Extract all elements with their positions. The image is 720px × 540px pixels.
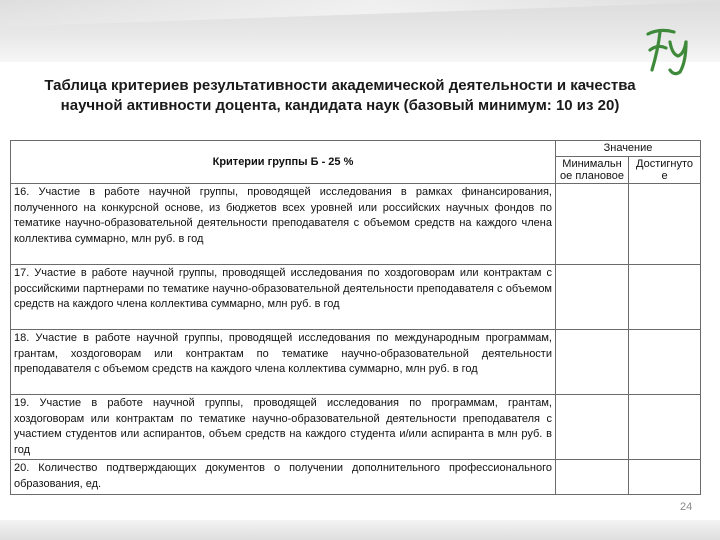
table-row [11, 460, 701, 494]
criterion-16-text: 16. Участие в работе научной группы, проводящей исследования в рамках финансирования, полученного на конкурсной основе, из бюджетов всех уровней или российских научных фондов по тематике научно-образовательной деятельности преподавателя с объемом средств на каждого члена коллектива суммарно, млн руб. в год [11, 184, 556, 265]
table-header-row [11, 141, 701, 157]
criterion-20-planned-cell[interactable] [556, 460, 629, 494]
criterion-17-text: 17. Участие в работе научной группы, проводящей исследования по хоздоговорам или контрактам с российскими партнерами по тематике научно-образовательной деятельности преподавателя с объемом средств на каждого члена коллектива суммарно, млн руб. в год [11, 265, 556, 330]
bottom-decorative-band [0, 520, 720, 540]
criterion-18-text: 18. Участие в работе научной группы, проводящей исследования по международным программам, грантам, хоздоговорам или контрактам по тематике научно-образовательной деятельности преподавателя с объемом средств на каждого члена коллектива суммарно, млн руб. в год [11, 330, 556, 395]
table-row [11, 265, 701, 330]
achieved-header: Достигнуто е [629, 157, 701, 184]
criteria-header: Критерии группы Б - 25 % [11, 141, 556, 184]
criterion-17-achieved-cell[interactable] [629, 265, 701, 330]
criterion-20-text: 20. Количество подтверждающих документов о получении дополнительного профессионального образования, ед. [11, 460, 556, 494]
criterion-17-planned-cell[interactable] [556, 265, 629, 330]
criterion-20-achieved-cell[interactable] [629, 460, 701, 494]
criterion-16-planned-cell[interactable] [556, 184, 629, 265]
university-logo-icon [640, 22, 698, 80]
criteria-table [10, 140, 701, 495]
table-row [11, 184, 701, 265]
criterion-18-planned-cell[interactable] [556, 330, 629, 395]
criterion-19-planned-cell[interactable] [556, 395, 629, 460]
value-header: Значение [556, 141, 701, 157]
planned-header: Минимальн ое плановое [556, 157, 629, 184]
top-decorative-band [0, 0, 720, 62]
criterion-16-achieved-cell[interactable] [629, 184, 701, 265]
criterion-19-achieved-cell[interactable] [629, 395, 701, 460]
criterion-19-text: 19. Участие в работе научной группы, проводящей исследования по программам, грантам, хоздоговорам или контрактам по тематике научно-образовательной деятельности преподавателя с участием студентов или аспирантов, объем средств на каждого студента и/или аспиранта в млн руб. в год [11, 395, 556, 460]
slide-title: Таблица критериев результативности академической деятельности и качества научной активности доцента, кандидата наук (базовый минимум: 10 из 20) [44, 77, 636, 114]
table-row [11, 330, 701, 395]
page-number: 24 [680, 501, 693, 513]
table-row [11, 395, 701, 460]
criterion-18-achieved-cell[interactable] [629, 330, 701, 395]
